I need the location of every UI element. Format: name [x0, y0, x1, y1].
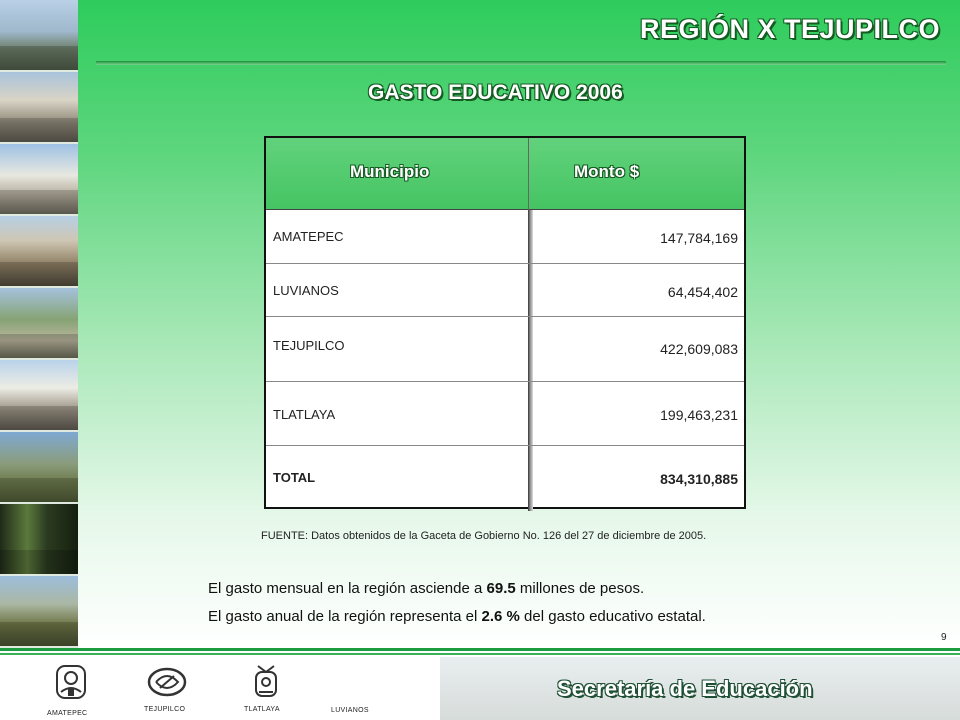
footer-divider: [0, 653, 960, 655]
cell-monto: 64,454,402: [667, 284, 738, 300]
note-annual-share: [208, 608, 706, 625]
tejupilco-glyph-icon: [146, 661, 188, 703]
note-text: millones de pesos.: [515, 580, 645, 597]
note-text: El gasto anual de la región representa el: [208, 608, 482, 625]
page-title: GASTO EDUCATIVO 2006: [368, 81, 623, 104]
table-header: [266, 138, 744, 210]
glyph-label: TLATLAYA: [244, 706, 280, 713]
column-header-monto: Monto $: [574, 162, 640, 181]
photo-mountains: [0, 432, 78, 504]
cell-total-value: 834,310,885: [660, 471, 738, 487]
cell-monto: 147,784,169: [660, 230, 738, 246]
glyph-label: TEJUPILCO: [144, 706, 186, 713]
photo-strip: [0, 0, 78, 648]
photo-municipal-building: [0, 360, 78, 432]
cell-monto: 199,463,231: [660, 407, 738, 423]
photo-town-street: [0, 0, 78, 72]
cell-municipio: TLATLAYA: [273, 407, 336, 422]
source-note: FUENTE: Datos obtenidos de la Gaceta de Gobierno No. 126 del 27 de diciembre de 2005.: [261, 530, 707, 542]
photo-market-building: [0, 72, 78, 144]
expense-table: [264, 136, 746, 509]
note-monthly-expense: [208, 580, 644, 597]
photo-cave: [0, 504, 78, 576]
page-number: 9: [941, 632, 947, 643]
row-divider: [266, 263, 744, 264]
row-divider: [266, 316, 744, 317]
row-divider: [266, 445, 744, 446]
cell-total-label: TOTAL: [273, 470, 316, 485]
region-title: REGIÓN X TEJUPILCO: [639, 14, 940, 44]
photo-hills: [0, 576, 78, 648]
column-header-municipio: Municipio: [350, 162, 430, 181]
secretaria-title: Secretaría de Educación: [557, 676, 813, 701]
column-shadow: [528, 210, 533, 511]
cell-municipio: TEJUPILCO: [273, 338, 345, 353]
note-highlight: 69.5: [486, 580, 516, 597]
photo-plaza: [0, 288, 78, 360]
row-divider: [266, 381, 744, 382]
glyph-label: AMATEPEC: [47, 710, 88, 717]
photo-government-palace: [0, 144, 78, 216]
note-highlight: 2.6 %: [481, 608, 520, 625]
cell-municipio: AMATEPEC: [273, 229, 344, 244]
header-divider: [96, 61, 946, 65]
photo-church: [0, 216, 78, 288]
amatepec-glyph-icon: [50, 661, 92, 703]
note-text: del gasto educativo estatal.: [519, 608, 706, 625]
glyph-label: LUVIANOS: [331, 707, 369, 714]
cell-municipio: LUVIANOS: [273, 283, 339, 298]
cell-monto: 422,609,083: [660, 341, 738, 357]
tlatlaya-glyph-icon: [245, 661, 287, 703]
note-text: El gasto mensual en la región asciende a: [208, 580, 487, 597]
